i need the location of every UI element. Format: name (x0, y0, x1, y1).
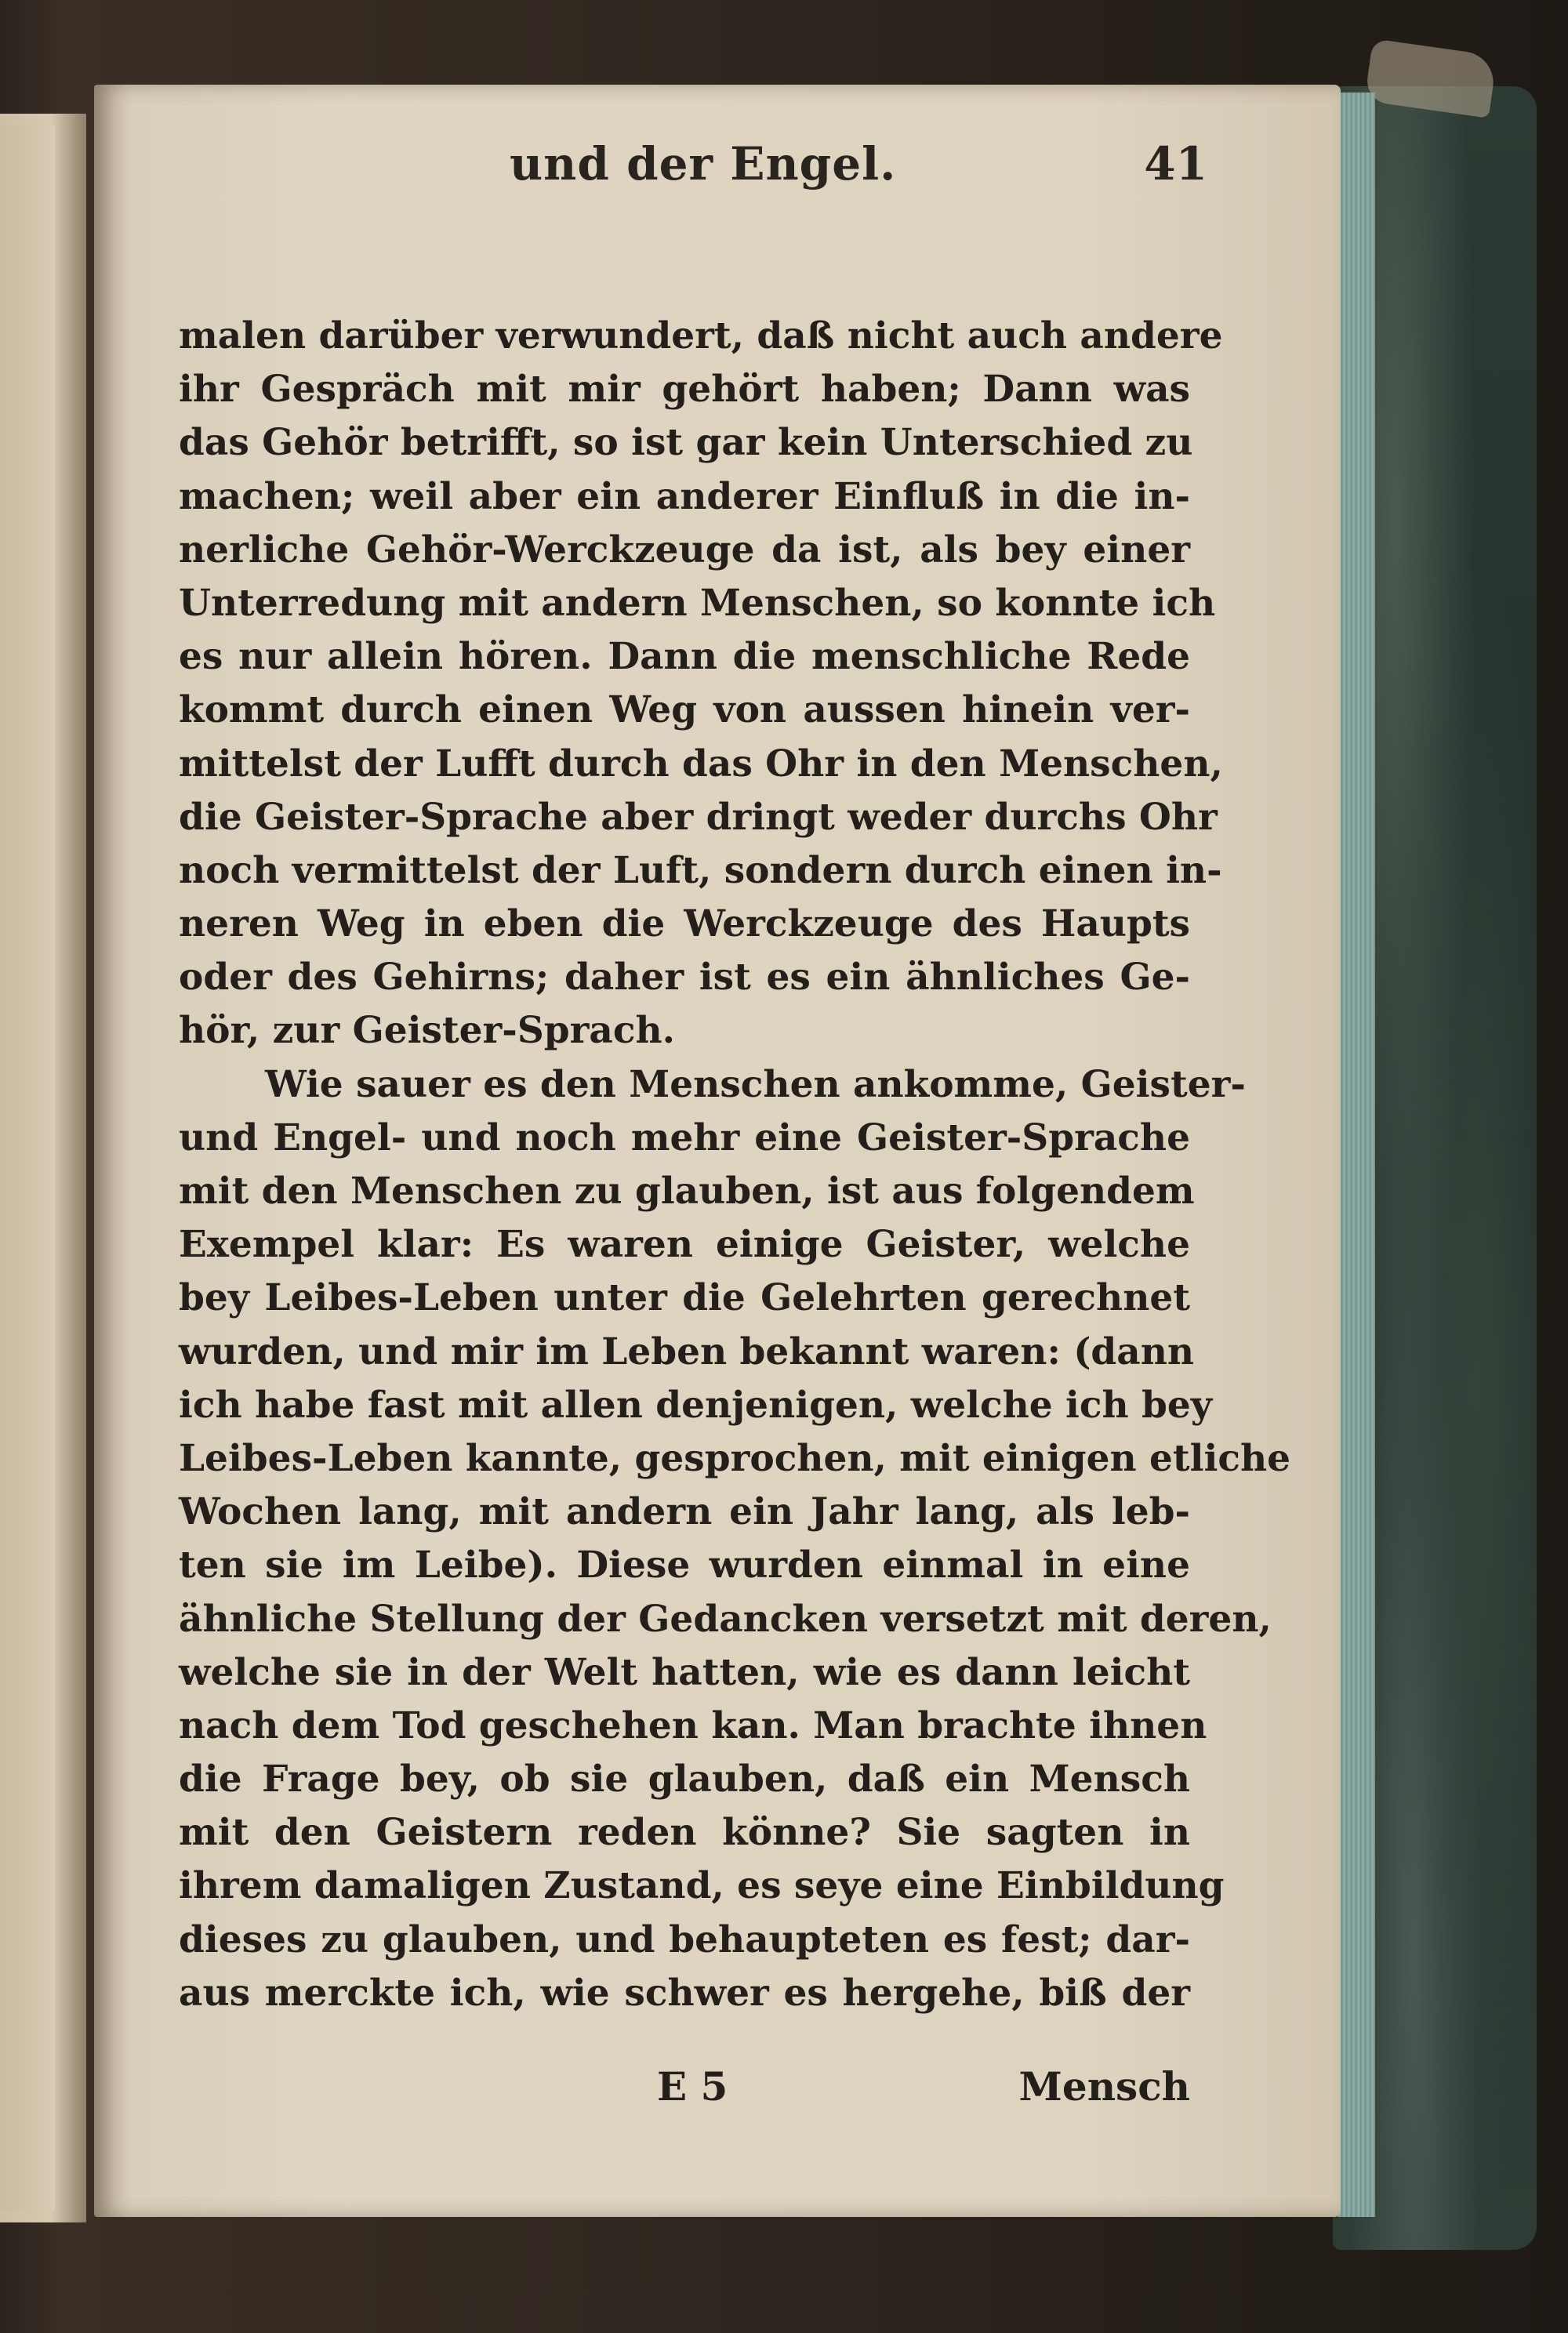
text-line: Wie sauer es den Menschen ankomme, Geister- (265, 1062, 1246, 1106)
text-line: Exempel klar: Es waren einige Geister, welche (179, 1223, 1190, 1267)
text-line: wurden, und mir im Leben bekannt waren: (dann (179, 1330, 1195, 1373)
text-line: kommt durch einen Weg von aussen hinein ver- (179, 688, 1190, 732)
text-line: machen; weil aber ein anderer Einfluß in die in- (179, 474, 1190, 518)
text-line: und Engel- und noch mehr eine Geister-Sprache (179, 1116, 1190, 1159)
text-line: dieses zu glauben, und behaupteten es fest; dar- (179, 1918, 1190, 1961)
text-line: ihr Gespräch mit mir gehört haben; Dann was (179, 368, 1190, 412)
text-line: mit den Geistern reden könne? Sie sagten in (179, 1811, 1190, 1855)
text-line: Wochen lang, mit andern ein Jahr lang, als leb- (179, 1490, 1190, 1534)
page-edges (1338, 93, 1375, 2217)
signature-mark: E 5 (657, 2063, 728, 2110)
text-line: ich habe fast mit allen denjenigen, welche ich bey (179, 1383, 1213, 1427)
page-header (94, 137, 1207, 216)
text-line: ten sie im Leibe). Diese wurden einmal in eine (179, 1544, 1190, 1587)
text-line: ähnliche Stellung der Gedancken versetzt mit deren, (179, 1597, 1272, 1641)
text-line: Leibes-Leben kannte, gesprochen, mit einigen etliche (179, 1436, 1291, 1480)
page-footer (179, 2063, 1190, 2118)
text-line: Unterredung mit andern Menschen, so konnte ich (179, 581, 1216, 625)
text-line: bey Leibes-Leben unter die Gelehrten gerechnet (179, 1276, 1190, 1320)
text-line: das Gehör betrifft, so ist gar kein Unterschied zu (179, 421, 1193, 465)
text-line: die Frage bey, ob sie glauben, daß ein Mensch (179, 1758, 1190, 1801)
text-line: die Geister-Sprache aber dringt weder durchs Ohr (179, 795, 1218, 839)
text-line: hör, zur Geister-Sprach. (179, 1009, 675, 1053)
text-line: mit den Menschen zu glauben, ist aus folgendem (179, 1170, 1195, 1213)
text-line: noch vermittelst der Luft, sondern durch einen in- (179, 848, 1222, 892)
text-line: welche sie in der Welt hatten, wie es dann leicht (179, 1650, 1190, 1694)
left-page-inner (0, 125, 55, 2211)
text-line: oder des Gehirns; daher ist es ein ähnliches Ge- (179, 956, 1190, 1000)
text-line: mittelst der Lufft durch das Ohr in den Menschen, (179, 742, 1223, 786)
text-line: es nur allein hören. Dann die menschliche Rede (179, 635, 1190, 679)
catchword: Mensch (1018, 2063, 1190, 2110)
running-head: und der Engel. (510, 137, 897, 190)
text-line: malen darüber verwundert, daß nicht auch andere (179, 314, 1223, 357)
text-line: neren Weg in eben die Werckzeuge des Haupts (179, 902, 1190, 946)
body-text (179, 310, 1291, 2020)
text-line: nerliche Gehör-Werckzeuge da ist, als bey einer (179, 528, 1190, 571)
page-number: 41 (1144, 137, 1207, 190)
text-line: nach dem Tod geschehen kan. Man brachte ihnen (179, 1703, 1207, 1747)
text-line: ihrem damaligen Zustand, es seye eine Einbildung (179, 1864, 1225, 1908)
text-line: aus merckte ich, wie schwer es hergehe, biß der (179, 1971, 1190, 2015)
